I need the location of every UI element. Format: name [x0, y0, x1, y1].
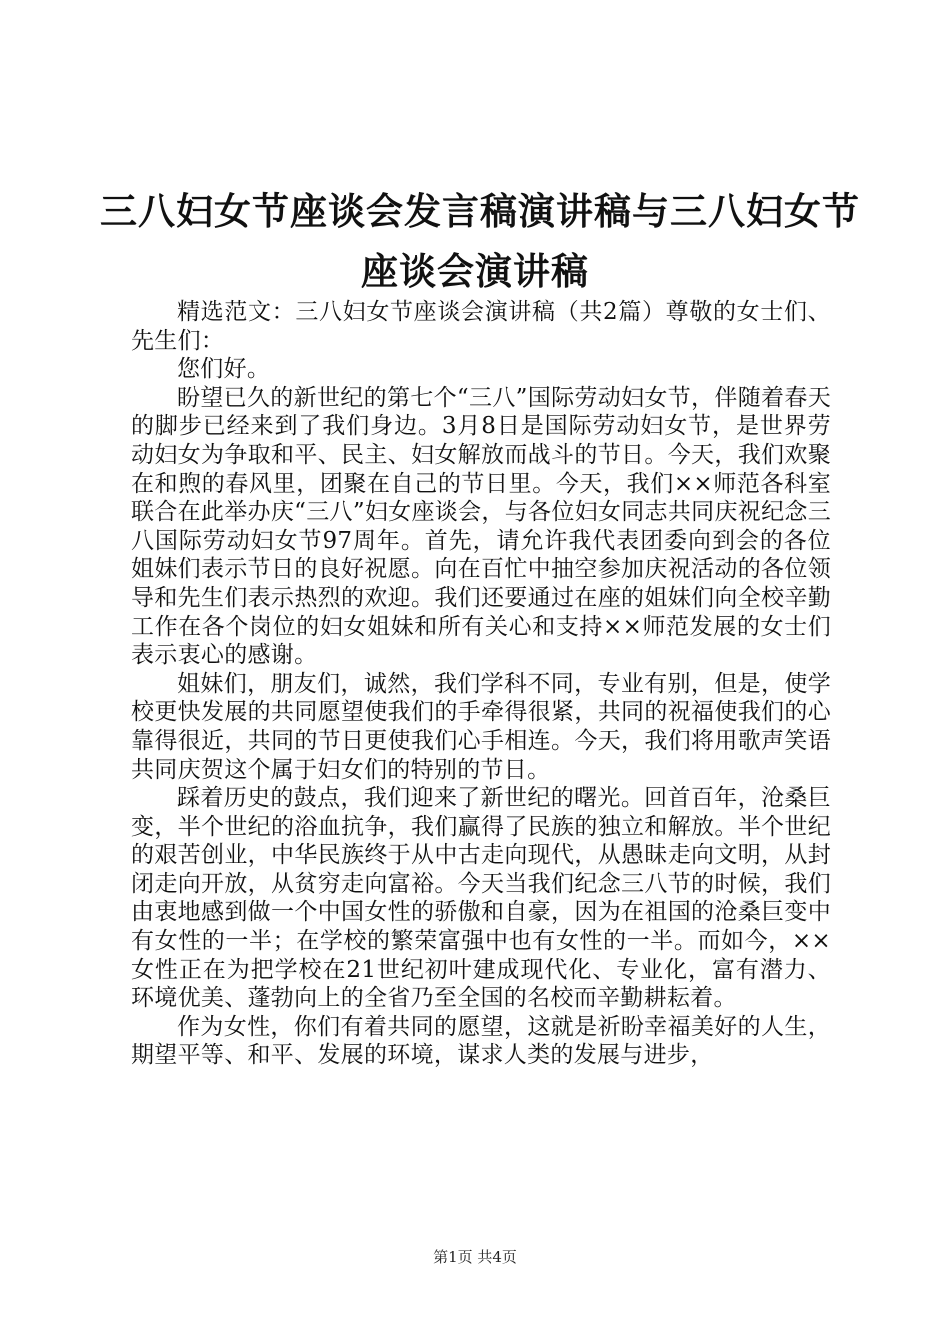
paragraph-4: 姐妹们，朋友们，诚然，我们学科不同，专业有别，但是，使学校更快发展的共同愿望使我们的手牵得很紧，共同的祝福使我们的心靠得很近，共同的节日更使我们心手相连。今天，我们将用歌声笑语共同庆贺这个属于妇女们的特别的节日。 — [131, 670, 831, 783]
page-footer: 第1页 共4页 — [433, 1248, 517, 1266]
document-body — [131, 298, 831, 1070]
paragraph-6: 作为女性，你们有着共同的愿望，这就是祈盼幸福美好的人生，期望平等、和平、发展的环境，谋求人类的发展与进步， — [131, 1013, 831, 1069]
paragraph-5: 踩着历史的鼓点，我们迎来了新世纪的曙光。回首百年，沧桑巨变，半个世纪的浴血抗争，我们赢得了民族的独立和解放。半个世纪的艰苦创业，中华民族终于从中古走向现代，从愚昧走向文明，从封闭走向开放，从贫穷走向富裕。今天当我们纪念三八节的时候，我们由衷地感到做一个中国女性的骄傲和自豪，因为在祖国的沧桑巨变中有女性的一半；在学校的繁荣富强中也有女性的一半。而如今，××女性正在为把学校在21世纪初叶建成现代化、专业化，富有潜力、环境优美、蓬勃向上的全省乃至全国的名校而辛勤耕耘着。 — [131, 785, 831, 1012]
paragraph-1: 精选范文：三八妇女节座谈会演讲稿（共2篇）尊敬的女士们、先生们： — [131, 299, 831, 354]
paragraph-3: 盼望已久的新世纪的第七个“三八”国际劳动妇女节，伴随着春天的脚步已经来到了我们身边。3月8日是国际劳动妇女节，是世界劳动妇女为争取和平、民主、妇女解放而战斗的节日。今天，我们欢聚在和煦的春风里，团聚在自己的节日里。今天，我们××师范各科室联合在此举办庆“三八”妇女座谈会，与各位妇女同志共同庆祝纪念三八国际劳动妇女节97周年。首先，请允许我代表团委向到会的各位姐妹们表示节日的良好祝愿。向在百忙中抽空参加庆祝活动的各位领导和先生们表示热烈的欢迎。我们还要通过在座的姐妹们向全校辛勤工作在各个岗位的妇女姐妹和所有关心和支持××师范发展的女士们表示衷心的感谢。 — [131, 384, 831, 669]
paragraph-2: 您们好。 — [177, 356, 271, 383]
document-title-line1: 三八妇女节座谈会发言稿演讲稿与三八妇女节 — [100, 189, 860, 233]
document-title-line2: 座谈会演讲稿 — [361, 249, 589, 293]
